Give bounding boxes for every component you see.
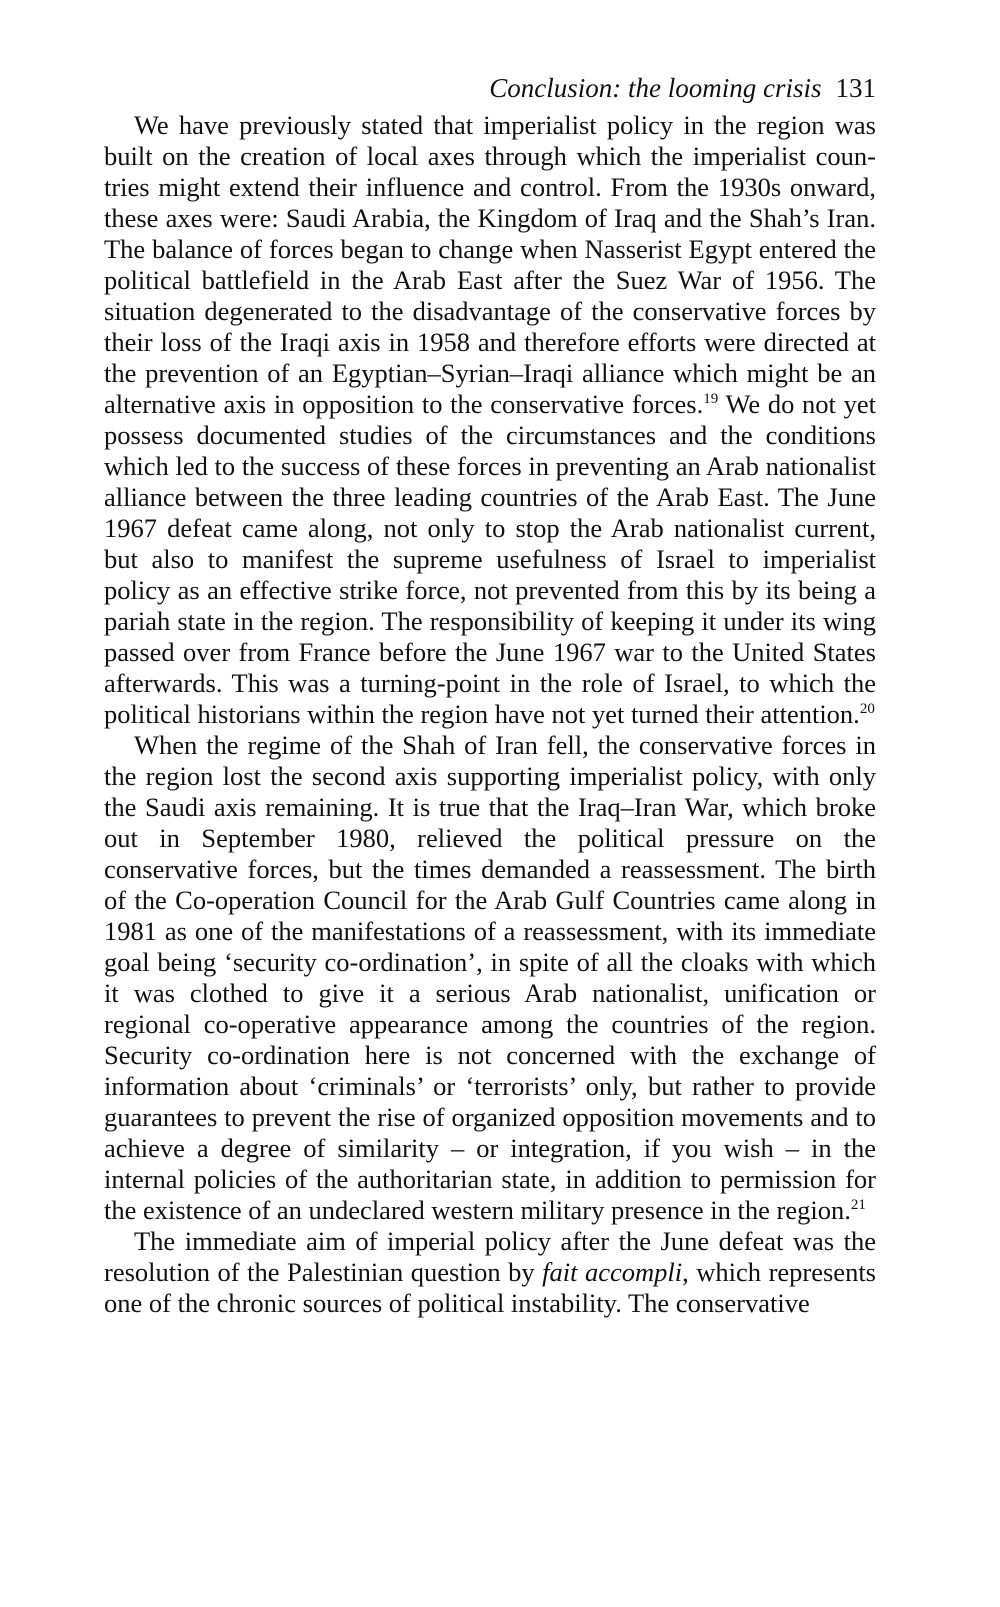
paragraph-text: , which represents one of the chronic sources of political instability. The conservative: [104, 1257, 876, 1318]
book-page: [104, 70, 876, 1319]
running-head: [104, 70, 876, 106]
paragraph-text: We do not yet possess documented studies of the circumstances and the conditions which led to the success of these forces in preventing an Arab nationalist alliance between the three leading countries of the Arab East. The June 1967 defeat came along, not only to stop the Arab nationalist current, but also to manifest the supreme usefulness of Israel to imperialist policy as an effective strike force, not prevented from this by its being a pariah state in the region. The responsibility of keeping it under its wing passed over from France before the June 1967 war to the United States afterwards. This was a turning-point in the role of Israel, to which the political historians within the region have not yet turned their attention.: [104, 389, 876, 729]
page-number: 131: [835, 73, 876, 103]
paragraph-shah: [104, 730, 876, 1226]
paragraph-palestinian-question: [104, 1226, 876, 1319]
running-title: Conclusion: the looming crisis: [489, 73, 822, 103]
italic-phrase: fait accompli: [542, 1257, 683, 1287]
paragraph-text: We have previously stated that imperialist policy in the region was built on the creation of local axes through which the imperialist countries might extend their influence and control. From the 1930s onward, these axes were: Saudi Arabia, the Kingdom of Iraq and the Shah’s Iran. The balance of forces began to change when Nasserist Egypt entered the political battlefield in the Arab East after the Suez War of 1956. The situation degenerated to the disadvantage of the conservative forces by their loss of the Iraqi axis in 1958 and therefore efforts were directed at the prevention of an Egyptian–Syrian–Iraqi alliance which might be an alternative axis in opposition to the conservative forces.: [104, 110, 876, 419]
paragraph-axes: [104, 110, 876, 730]
paragraph-text: The immediate aim of imperial policy after the June defeat was the resolution of the Palestinian question by: [104, 1226, 876, 1287]
footnote-marker: 19: [703, 391, 719, 408]
footnote-marker: 21: [850, 1197, 866, 1214]
paragraph-text: When the regime of the Shah of Iran fell, the conservative forces in the region lost the second axis supporting imperialist policy, with only the Saudi axis remaining. It is true that the Iraq–Iran War, which broke out in September 1980, relieved the political pressure on the conservative forces, but the times demanded a reassessment. The birth of the Co-operation Council for the Arab Gulf Countries came along in 1981 as one of the manifestations of a reassessment, with its immediate goal being ‘security co-ordination’, in spite of all the cloaks with which it was clothed to give it a serious Arab nationalist, unification or regional co-operative appearance among the countries of the region. Security co-ordination here is not concerned with the exchange of information about ‘criminals’ or ‘terrorists’ only, but rather to provide guarantees to prevent the rise of organized opposition movements and to achieve a degree of similarity – or integration, if you wish – in the internal policies of the authoritarian state, in addition to permission for the existence of an undeclared western military presence in the region.: [104, 730, 876, 1225]
footnote-marker: 20: [859, 701, 875, 718]
